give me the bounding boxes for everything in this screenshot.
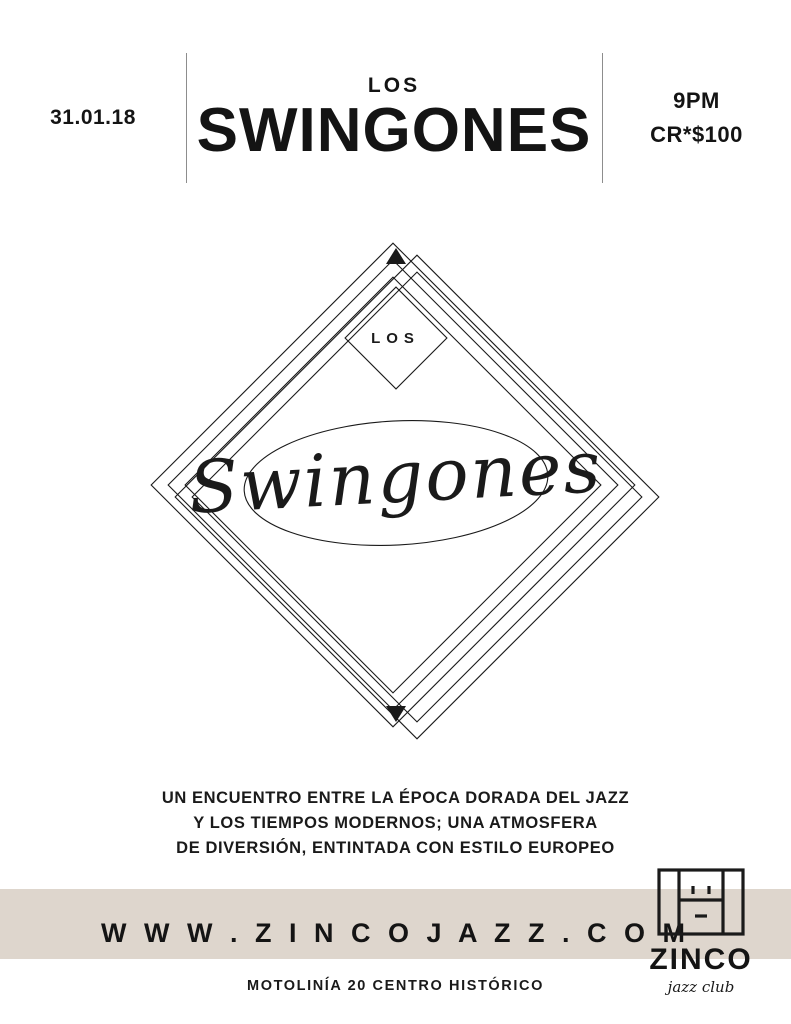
venue-address: MOTOLINÍA 20 CENTRO HISTÓRICO [247, 978, 544, 994]
zinco-wordmark: ZINCO [649, 943, 753, 976]
emblem-kicker: LOS [371, 330, 420, 347]
header-kicker: LOS [367, 74, 421, 97]
emblem-script-wordmark: Swingones [186, 424, 605, 530]
website-url[interactable]: W W W . Z I N C O J A Z Z . C O M [101, 918, 690, 948]
page-title: SWINGONES [196, 96, 592, 165]
triangle-top-icon [386, 248, 406, 264]
event-time: 9PM [673, 88, 720, 113]
tagline-line-1: UN ENCUENTRO ENTRE LA ÉPOCA DORADA DEL JAZZ [161, 789, 630, 807]
header-meta-block [603, 88, 791, 148]
zinco-tagline: jazz club [667, 978, 735, 996]
zinco-logo[interactable] [635, 866, 767, 1002]
event-date: 31.01.18 [50, 106, 136, 129]
event-price: CR*$100 [650, 122, 743, 147]
triangle-bottom-icon [386, 706, 406, 722]
diamond-emblem [0, 230, 791, 740]
tagline-line-2: Y LOS TIEMPOS MODERNOS; UNA ATMOSFERA [193, 813, 598, 832]
poster-header [0, 48, 791, 188]
tagline [0, 786, 791, 860]
header-title-block [187, 74, 602, 165]
tagline-line-3: DE DIVERSIÓN, ENTINTADA CON ESTILO EUROPEO [176, 838, 615, 857]
zinco-face-icon [635, 866, 767, 946]
